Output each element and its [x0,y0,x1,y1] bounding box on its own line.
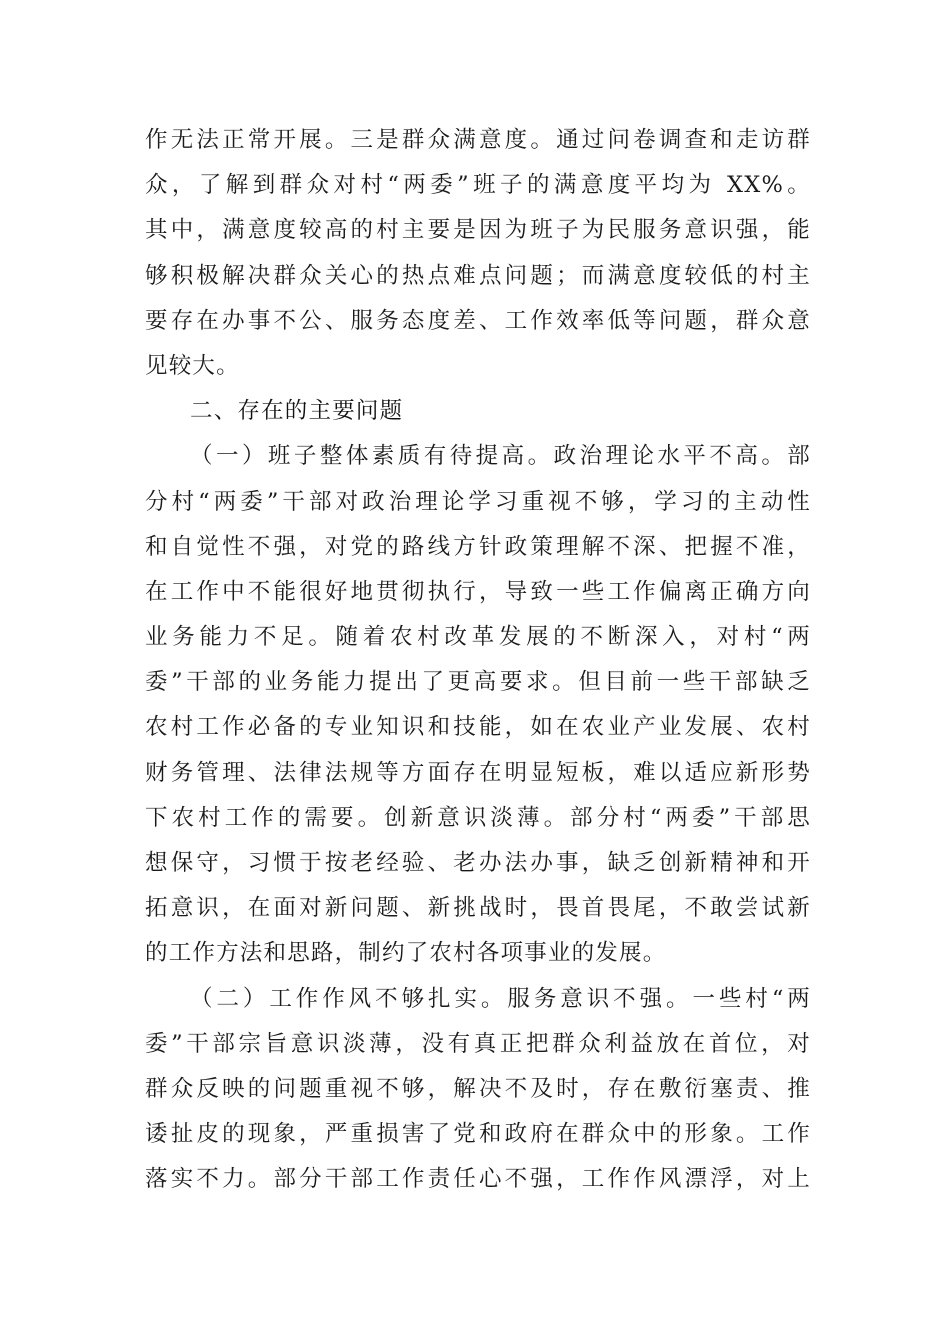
text-line: 见较大。 [145,352,240,379]
text-line: 拓意识，在面对新问题、新挑战时，畏首畏尾，不敢尝试新 [145,895,811,922]
text-line: 众，了解到群众对村“两委”班子的满意度平均为 XX%。 [145,172,811,199]
text-line: 农村工作必备的专业知识和技能，如在农业产业发展、农村 [145,714,811,741]
text-line: 的工作方法和思路，制约了农村各项事业的发展。 [145,940,667,967]
text-line: 业务能力不足。随着农村改革发展的不断深入，对村“两 [145,624,811,651]
text-line: 群众反映的问题重视不够，解决不及时，存在敷衍塞责、推 [145,1075,811,1102]
text-line: 委”干部的业务能力提出了更高要求。但目前一些干部缺乏 [145,669,811,696]
text-line: 作无法正常开展。三是群众满意度。通过问卷调查和走访群 [145,127,811,153]
text-line: 财务管理、法律法规等方面存在明显短板，难以适应新形势 [145,759,811,786]
text-line: 诿扯皮的现象，严重损害了党和政府在群众中的形象。工作 [145,1121,811,1148]
text-line: 要存在办事不公、服务态度差、工作效率低等问题，群众意 [145,307,811,334]
text-line: 在工作中不能很好地贯彻执行，导致一些工作偏离正确方向 [145,578,811,605]
paragraph-first-line: （一）班子整体素质有待提高。政治理论水平不高。部 [190,443,811,470]
text-line: 其中，满意度较高的村主要是因为班子为民服务意识强，能 [145,217,811,244]
text-line: 落实不力。部分干部工作责任心不强，工作作风漂浮，对上 [145,1166,811,1193]
text-line: 下农村工作的需要。创新意识淡薄。部分村“两委”干部思 [145,804,811,831]
text-line: 分村“两委”干部对政治理论学习重视不够，学习的主动性 [145,488,811,515]
section-heading: 二、存在的主要问题 [190,398,404,425]
text-line: 和自觉性不强，对党的路线方针政策理解不深、把握不准， [145,533,811,560]
text-line: 够积极解决群众关心的热点难点问题；而满意度较低的村主 [145,262,811,289]
document-body [145,118,811,1203]
text-line: 委”干部宗旨意识淡薄，没有真正把群众利益放在首位，对 [145,1030,811,1057]
text-line: 想保守，习惯于按老经验、老办法办事，缺乏创新精神和开 [145,850,811,876]
paragraph-first-line: （二）工作作风不够扎实。服务意识不强。一些村“两 [190,985,811,1012]
